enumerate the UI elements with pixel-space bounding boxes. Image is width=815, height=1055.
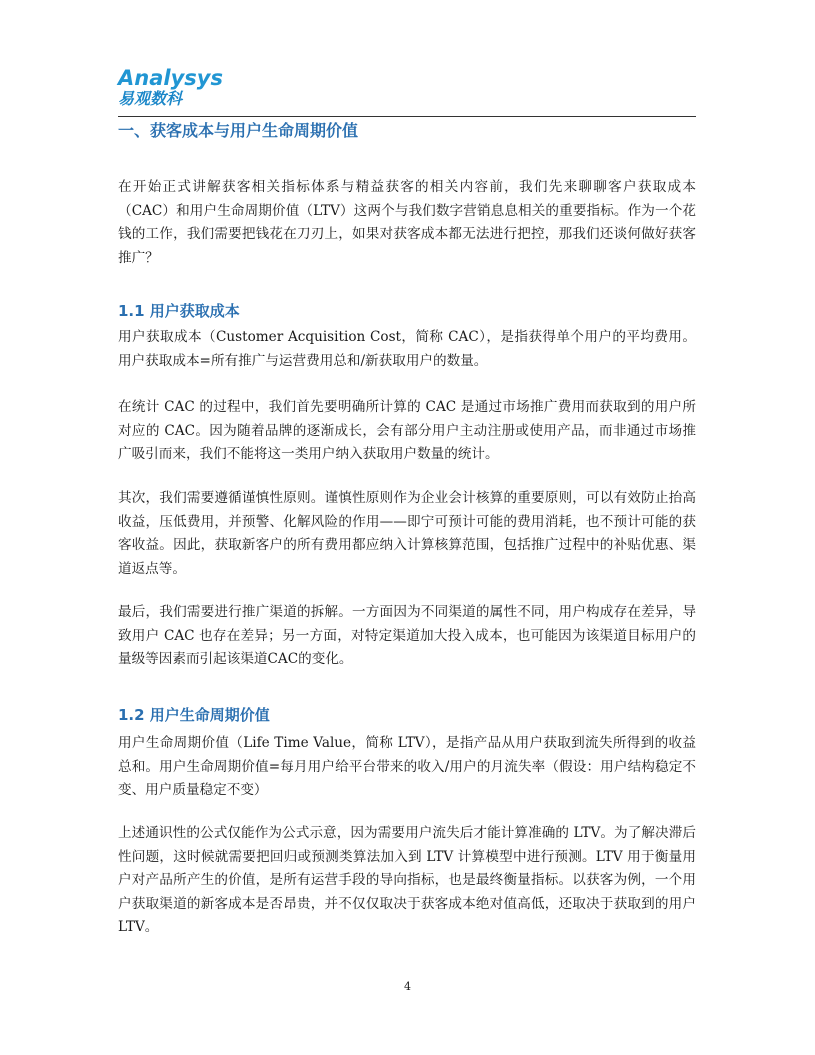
subsection-title-cac: 1.1 用户获取成本 [118, 302, 240, 320]
ltv-definition-paragraph: 用户生命周期价值（Life Time Value，简称 LTV），是指产品从用户获取到流失所得到的收益总和。用户生命周期价值=每月用户给平台带来的收入/用户的月流失率（假设：用户结构稳定不变、用户质量稳定不变） [118, 735, 696, 798]
section-intro-paragraph: 在开始正式讲解获客相关指标体系与精益获客的相关内容前，我们先来聊聊客户获取成本（CAC）和用户生命周期价值（LTV）这两个与我们数字营销息息相关的重要指标。作为一个花钱的工作，我们需要把钱花在刀刃上，如果对获客成本都无法进行把控，那我们还谈何做好获客推广？ [118, 179, 696, 266]
logo-chinese-name: 易观数科 [118, 89, 183, 108]
ltv-prediction-paragraph: 上述通识性的公式仅能作为公式示意，因为需要用户流失后才能计算准确的 LTV。为了解决滞后性问题，这时候就需要把回归或预测类算法加入到 LTV 计算模型中进行预测。LTV 用于衡量用户对产品所产生的价值，是所有运营手段的导向指标，也是最终衡量指标。以获客为例，一个用户获取渠道的新客成本是否昂贵，并不仅仅取决于获客成本绝对值高低，还取决于获取到的用户 LTV。 [118, 825, 696, 935]
header-divider [118, 116, 696, 117]
section-title: 一、获客成本与用户生命周期价值 [118, 121, 359, 140]
page-number: 4 [404, 980, 411, 993]
cac-channel-paragraph: 最后，我们需要进行推广渠道的拆解。一方面因为不同渠道的属性不同，用户构成存在差异，导致用户 CAC 也存在差异；另一方面，对特定渠道加大投入成本，也可能因为该渠道目标用户的量级等因素而引起该渠道CAC的变化。 [118, 604, 696, 667]
cac-prudence-paragraph: 其次，我们需要遵循谨慎性原则。谨慎性原则作为企业会计核算的重要原则，可以有效防止抬高收益，压低费用，并预警、化解风险的作用——即宁可预计可能的费用消耗，也不预计可能的获客收益。因此，获取新客户的所有费用都应纳入计算核算范围，包括推广过程中的补贴优惠、渠道返点等。 [118, 490, 696, 577]
subsection-title-ltv: 1.2 用户生命周期价值 [118, 706, 270, 724]
cac-definition-paragraph: 用户获取成本（Customer Acquisition Cost，简称 CAC），是指获得单个用户的平均费用。用户获取成本=所有推广与运营费用总和/新获取用户的数量。 [118, 329, 696, 369]
analysys-logo [118, 66, 223, 110]
cac-statistics-paragraph: 在统计 CAC 的过程中，我们首先要明确所计算的 CAC 是通过市场推广费用而获取到的用户所对应的 CAC。因为随着品牌的逐渐成长，会有部分用户主动注册或使用产品，而非通过市场推广吸引而来，我们不能将这一类用户纳入获取用户数量的统计。 [118, 399, 696, 462]
logo-wordmark: Analysys [118, 66, 223, 90]
